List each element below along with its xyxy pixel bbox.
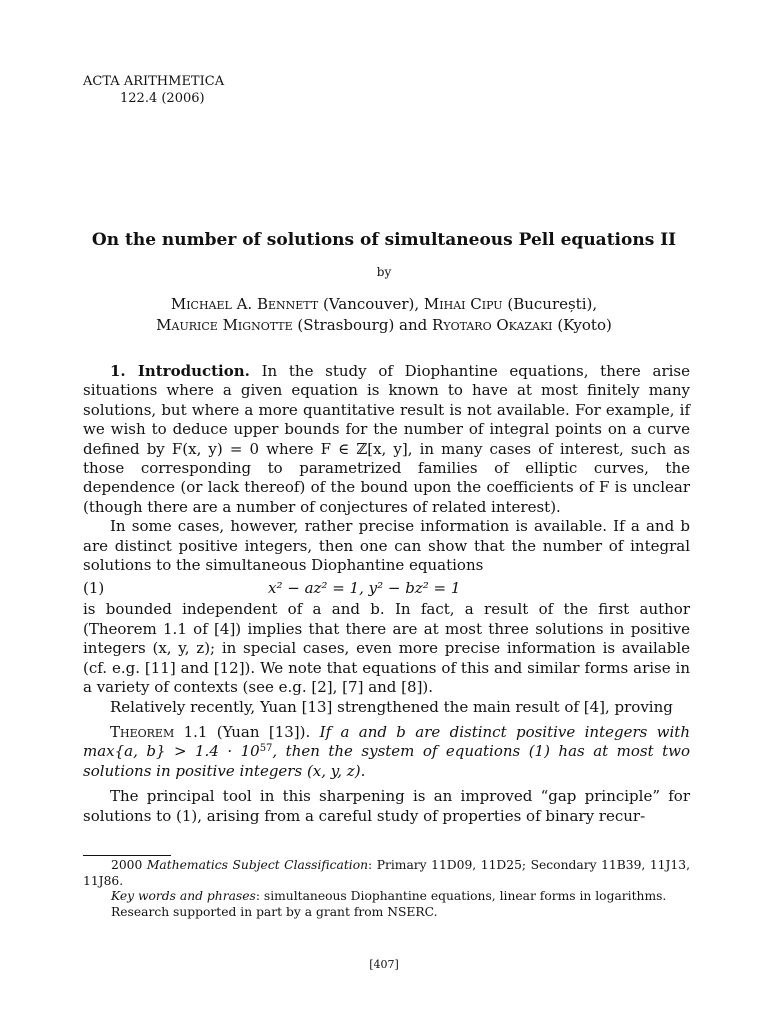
footnote-text: : simultaneous Diophantine equations, linear forms in logarithms.	[255, 889, 667, 903]
footnote-prefix: 2000	[111, 858, 143, 872]
paragraph: In some cases, however, rather precise information is available. If a and b are distinct positive integers, then one can show that the number of integral solutions to the simultaneous Diophantine equations	[83, 517, 690, 575]
author-name: Maurice Mignotte	[156, 316, 293, 334]
paper-title: On the number of solutions of simultaneous Pell equations II	[91, 230, 677, 250]
author-line-2	[0, 315, 768, 336]
journal-header	[83, 73, 224, 107]
theorem-statement: If a and b are distinct positive integers with max{a, b} > 1.4 · 10	[83, 722, 690, 761]
author-affiliation: (București),	[507, 295, 598, 313]
paragraph: is bounded independent of a and b. In fact, a result of the first author (Theorem 1.1 of [4]) implies that there are at most three solutions in positive integers (x, y, z); in special cases, even more precise information is available (cf. e.g. [11] and [12]). We note that equations of this and similar forms arise in a variety of contexts (see e.g. [2], [7] and [8]).	[83, 600, 690, 697]
author-affiliation: (Strasbourg) and	[297, 316, 428, 334]
footnote-label: Mathematics Subject Classification	[146, 858, 369, 872]
main-text	[83, 362, 690, 826]
paragraph: Relatively recently, Yuan [13] strengthened the main result of [4], proving	[110, 697, 673, 716]
paragraph-intro	[83, 362, 690, 517]
paragraph: The principal tool in this sharpening is an improved “gap principle” for solutions to (1), arising from a careful study of properties of binary recur-	[83, 787, 690, 825]
theorem-exponent: 57	[259, 743, 273, 755]
equation-text: x² − az² = 1, y² − bz² = 1	[268, 578, 461, 597]
by-line: by	[376, 265, 392, 279]
author-name: Mihai Cipu	[423, 295, 503, 313]
author-list	[0, 294, 768, 336]
theorem-attribution: (Yuan [13]).	[216, 722, 311, 741]
author-affiliation: (Kyoto)	[557, 316, 612, 334]
journal-name: ACTA ARITHMETICA	[83, 74, 225, 89]
author-line-1	[0, 294, 768, 315]
section-heading: 1. Introduction.	[110, 362, 250, 380]
footnote-msc	[83, 858, 690, 889]
footnote-text: : Primary 11D09, 11D25; Secondary 11B39, 11J13, 11J86.	[83, 858, 690, 888]
author-name: Ryotaro Okazaki	[432, 316, 553, 334]
footnote-keywords	[83, 889, 690, 905]
paragraph-text: In the study of Diophantine equations, there arise situations where a given equation is known to have at most finitely many solutions, but where a more quantitative result is not available. For example, if we wish to deduce upper bounds for the number of integral points on a curve defined by F(x, y) = 0 where F ∈ ℤ[x, y], in many cases of interest, such as those corresponding to parametrized families of elliptic curves, the dependence (or lack thereof) of the bound upon the coefficients of F is unclear (though there are a number of conjectures of related interest).	[83, 362, 690, 516]
author-affiliation: (Vancouver),	[322, 295, 420, 313]
author-name: Michael A. Bennett	[170, 295, 319, 313]
page-number: [407]	[369, 958, 399, 971]
equation-1	[83, 577, 690, 599]
footnotes	[83, 858, 690, 920]
theorem-statement-cont: , then the system of equations (1) has at most two solutions in positive integers (x, y, z).	[83, 742, 690, 780]
journal-volume: 122.4 (2006)	[120, 91, 205, 106]
footnote-funding: Research supported in part by a grant from NSERC.	[111, 904, 438, 919]
theorem-block	[83, 723, 690, 781]
equation-number: (1)	[83, 578, 105, 597]
footnote-label: Key words and phrases	[111, 889, 256, 903]
theorem-label: Theorem 1.1	[110, 722, 208, 741]
footnote-divider	[83, 855, 171, 856]
